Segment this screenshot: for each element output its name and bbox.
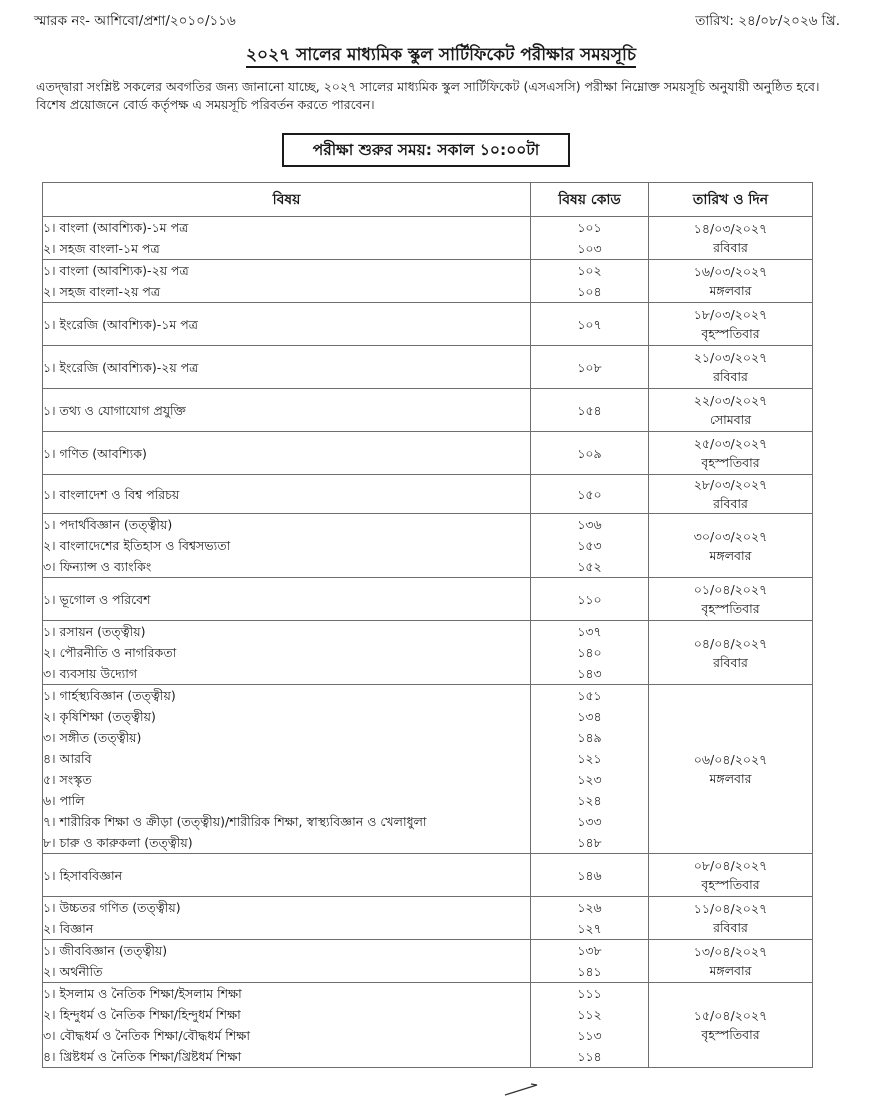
- table-row: [43, 854, 813, 897]
- subject-cell: [43, 389, 531, 432]
- date-day-cell: [649, 897, 813, 940]
- subject-code: ১৩৭: [577, 624, 602, 639]
- date-day-cell: [649, 432, 813, 475]
- exam-date: ০৪/০৪/২০২৭: [693, 635, 768, 651]
- subject-name: ৬। পালি: [43, 793, 85, 808]
- date-day-cell: [649, 514, 813, 578]
- table-row: [43, 685, 813, 854]
- subject-cell: [43, 854, 531, 897]
- subject-code-cell: [531, 983, 649, 1068]
- subject-code: ১০৯: [577, 445, 602, 461]
- exam-day: মঙ্গলবার: [709, 547, 752, 563]
- subject-name: ১। গণিত (আবশ্যিক): [43, 445, 147, 461]
- subject-cell: [43, 514, 531, 578]
- subject-code: ১৪১: [577, 964, 602, 979]
- subject-code: ১৫২: [577, 559, 602, 574]
- subject-code: ১১২: [577, 1007, 602, 1022]
- exam-date: ৩০/০৩/২০২৭: [693, 528, 768, 544]
- intro-paragraph: এতদ্দ্বারা সংশ্লিষ্ট সকলের অবগতির জন্য জানানো যাচ্ছে, ২০২৭ সালের মাধ্যমিক স্কুল সার্টিফিকেট (এসএসসি) পরীক্ষা নিম্নোক্ত সময়সূচি অনুযায়ী অনুষ্ঠিত হবে। বিশেষ প্রয়োজনে বোর্ড কর্তৃপক্ষ এ সময়সূচি পরিবর্তন করতে পারবেন।: [36, 79, 820, 112]
- subject-name: ৫। সংস্কৃত: [43, 772, 92, 787]
- exam-day: মঙ্গলবার: [709, 771, 752, 786]
- issue-date: তারিখ: ২৪/০৮/২০২৬ খ্রি.: [695, 13, 840, 29]
- subject-code: ১৪৩: [577, 666, 602, 681]
- subject-code: ১২৪: [577, 793, 602, 808]
- subject-name: ১। ইসলাম ও নৈতিক শিক্ষা/ইসলাম শিক্ষা: [43, 986, 242, 1001]
- date-day-cell: [649, 983, 813, 1068]
- table-header-row: [43, 183, 813, 217]
- subject-code: ১১০: [577, 591, 602, 607]
- pen-mark: [503, 1082, 541, 1096]
- subject-code: ১০১: [577, 220, 602, 235]
- date-day-cell: [649, 217, 813, 260]
- subject-cell: [43, 303, 531, 346]
- subject-name: ৩। ব্যবসায় উদ্যোগ: [43, 666, 138, 681]
- subject-code: ১১৩: [577, 1028, 602, 1043]
- date-day-cell: [649, 389, 813, 432]
- subject-code: ১৩৬: [577, 517, 602, 532]
- table-row: [43, 621, 813, 685]
- subject-name: ১। বাংলা (আবশ্যিক)-২য় পত্র: [43, 263, 189, 278]
- subject-code-cell: [531, 346, 649, 389]
- subject-code: ১২৬: [577, 900, 602, 915]
- exam-start-time-box: পরীক্ষা শুরুর সময়: সকাল ১০:০০টা: [282, 133, 570, 167]
- subject-name: ১। ইংরেজি (আবশ্যিক)-১ম পত্র: [43, 316, 198, 332]
- exam-day: মঙ্গলবার: [709, 283, 752, 298]
- subject-code: ১৪৯: [577, 730, 602, 745]
- document-title: [0, 42, 882, 70]
- subject-code-cell: [531, 303, 649, 346]
- header-subject-code: বিষয় কোড: [531, 183, 649, 217]
- subject-cell: [43, 897, 531, 940]
- subject-code: ১০৮: [577, 359, 602, 375]
- table-row: [43, 475, 813, 514]
- subject-code: ১৩৪: [577, 709, 602, 724]
- subject-name: ৭। শারীরিক শিক্ষা ও ক্রীড়া (তত্ত্বীয়)/শারীরিক শিক্ষা, স্বাস্থ্যবিজ্ঞান ও খেলাধুলা: [43, 814, 427, 829]
- subject-cell: [43, 621, 531, 685]
- subject-name: ২। অর্থনীতি: [43, 964, 103, 979]
- exam-date: ১১/০৪/২০২৭: [693, 901, 768, 916]
- table-row: [43, 303, 813, 346]
- subject-cell: [43, 432, 531, 475]
- subject-code-cell: [531, 940, 649, 983]
- table-body: [43, 217, 813, 1068]
- subject-code: ১৪০: [577, 645, 602, 660]
- exam-date: ১৩/০৪/২০২৭: [693, 944, 768, 959]
- table-row: [43, 514, 813, 578]
- subject-code: ১০৩: [577, 241, 602, 256]
- subject-name: ১। বাংলা (আবশ্যিক)-১ম পত্র: [43, 220, 189, 235]
- subject-name: ১। জীববিজ্ঞান (তত্ত্বীয়): [43, 943, 168, 958]
- exam-day: রবিবার: [713, 654, 748, 670]
- date-day-cell: [649, 303, 813, 346]
- date-day-cell: [649, 346, 813, 389]
- subject-cell: [43, 940, 531, 983]
- subject-cell: [43, 685, 531, 854]
- subject-code: ১১১: [577, 986, 602, 1001]
- table-row: [43, 983, 813, 1068]
- subject-code: ১৫৩: [577, 538, 602, 553]
- table-row: [43, 578, 813, 621]
- subject-name: ১। উচ্চতর গণিত (তত্ত্বীয়): [43, 900, 181, 915]
- exam-day: বৃহস্পতিবার: [701, 455, 760, 470]
- exam-day: বৃহস্পতিবার: [701, 877, 760, 892]
- exam-date: ১৫/০৪/২০২৭: [693, 1008, 768, 1023]
- exam-day: বৃহস্পতিবার: [701, 326, 760, 341]
- subject-code-cell: [531, 854, 649, 897]
- date-day-cell: [649, 854, 813, 897]
- exam-date: ১৮/০৩/২০২৭: [693, 307, 768, 322]
- subject-code-cell: [531, 897, 649, 940]
- subject-code: ১৩৩: [577, 814, 602, 829]
- subject-code: ১২১: [577, 751, 602, 766]
- table-row: [43, 897, 813, 940]
- exam-date: ২১/০৩/২০২৭: [693, 350, 768, 365]
- subject-name: ১। তথ্য ও যোগাযোগ প্রযুক্তি: [43, 402, 186, 418]
- exam-date: ০৬/০৪/২০২৭: [693, 752, 768, 767]
- exam-date: ২২/০৩/২০২৭: [693, 393, 768, 408]
- exam-day: সোমবার: [709, 412, 752, 427]
- date-day-cell: [649, 685, 813, 854]
- subject-code-cell: [531, 389, 649, 432]
- table-row: [43, 260, 813, 303]
- subject-code: ১৪৮: [577, 835, 602, 850]
- subject-cell: [43, 260, 531, 303]
- subject-name: ১। বাংলাদেশ ও বিশ্ব পরিচয়: [43, 486, 180, 502]
- subject-code: ১৫১: [577, 688, 602, 703]
- subject-name: ১। ভূগোল ও পরিবেশ: [43, 591, 151, 607]
- subject-name: ১। গার্হস্থ্যবিজ্ঞান (তত্ত্বীয়): [43, 688, 176, 703]
- subject-name: ১। হিসাববিজ্ঞান: [43, 867, 123, 883]
- subject-code: ১৩৮: [577, 943, 602, 958]
- exam-day: বৃহস্পতিবার: [701, 1027, 760, 1042]
- subject-name: ২। বিজ্ঞান: [43, 921, 94, 936]
- subject-name: ২। বাংলাদেশের ইতিহাস ও বিশ্বসভ্যতা: [43, 538, 231, 553]
- subject-code: ১২৭: [577, 921, 602, 936]
- subject-code-cell: [531, 578, 649, 621]
- subject-name: ৩। বৌদ্ধধর্ম ও নৈতিক শিক্ষা/বৌদ্ধধর্ম শিক্ষা: [43, 1028, 250, 1043]
- subject-name: ৩। ফিন্যান্স ও ব্যাংকিং: [43, 559, 152, 574]
- table-row: [43, 346, 813, 389]
- subject-code-cell: [531, 621, 649, 685]
- table-row: [43, 432, 813, 475]
- exam-date: ০১/০৪/২০২৭: [693, 582, 768, 597]
- document-title-text: ২০২৭ সালের মাধ্যমিক স্কুল সার্টিফিকেট পরীক্ষার সময়সূচি: [246, 45, 636, 68]
- exam-day: রবিবার: [713, 240, 748, 255]
- subject-name: ১। ইংরেজি (আবশ্যিক)-২য় পত্র: [43, 359, 199, 375]
- table-row: [43, 940, 813, 983]
- date-day-cell: [649, 260, 813, 303]
- exam-date: ১৪/০৩/২০২৭: [693, 221, 768, 236]
- table-row: [43, 389, 813, 432]
- subject-name: ১। রসায়ন (তত্ত্বীয়): [43, 624, 146, 639]
- subject-name: ৪। আরবি: [43, 751, 92, 766]
- subject-code: ১০২: [577, 263, 602, 278]
- table-row: [43, 217, 813, 260]
- subject-cell: [43, 475, 531, 514]
- header-date-day: তারিখ ও দিন: [649, 183, 813, 217]
- subject-code: ১৫০: [577, 486, 602, 502]
- exam-date: ১৬/০৩/২০২৭: [693, 264, 768, 279]
- subject-code: ১৪৬: [577, 867, 602, 883]
- subject-name: ৪। খ্রিষ্টধর্ম ও নৈতিক শিক্ষা/খ্রিষ্টধর্ম শিক্ষা: [43, 1049, 242, 1064]
- subject-name: ২। পৌরনীতি ও নাগরিকতা: [43, 645, 177, 660]
- subject-code-cell: [531, 685, 649, 854]
- subject-name: ২। কৃষিশিক্ষা (তত্ত্বীয়): [43, 709, 156, 724]
- date-day-cell: [649, 475, 813, 514]
- subject-code-cell: [531, 475, 649, 514]
- exam-date: ২৮/০৩/২০২৭: [693, 477, 768, 492]
- exam-day: রবিবার: [713, 496, 748, 511]
- date-day-cell: [649, 940, 813, 983]
- subject-cell: [43, 346, 531, 389]
- subject-name: ৮। চারু ও কারুকলা (তত্ত্বীয়): [43, 835, 193, 850]
- subject-name: ২। হিন্দুধর্ম ও নৈতিক শিক্ষা/হিন্দুধর্ম শিক্ষা: [43, 1007, 241, 1022]
- subject-code-cell: [531, 514, 649, 578]
- subject-name: ২। সহজ বাংলা-১ম পত্র: [43, 241, 160, 256]
- subject-code: ১১৪: [577, 1049, 602, 1064]
- header-subject: বিষয়: [43, 183, 531, 217]
- memo-number: স্মারক নং- আশিবো/প্রশা/২০১০/১১৬: [34, 13, 236, 29]
- subject-code: ১০৪: [577, 284, 602, 299]
- exam-date: ০৮/০৪/২০২৭: [693, 858, 768, 873]
- subject-cell: [43, 578, 531, 621]
- subject-code: ১৫৪: [577, 402, 602, 418]
- date-day-cell: [649, 621, 813, 685]
- exam-day: রবিবার: [713, 369, 748, 384]
- exam-day: বৃহস্পতিবার: [701, 601, 760, 616]
- subject-code-cell: [531, 432, 649, 475]
- subject-cell: [43, 983, 531, 1068]
- exam-date: ২৫/০৩/২০২৭: [693, 436, 768, 451]
- subject-name: ১। পদার্থবিজ্ঞান (তত্ত্বীয়): [43, 517, 173, 532]
- subject-code: ১২৩: [577, 772, 602, 787]
- exam-day: মঙ্গলবার: [709, 963, 752, 978]
- subject-name: ২। সহজ বাংলা-২য় পত্র: [43, 284, 161, 299]
- subject-name: ৩। সঙ্গীত (তত্ত্বীয়): [43, 730, 142, 745]
- exam-day: রবিবার: [713, 920, 748, 935]
- subject-code: ১০৭: [577, 316, 602, 332]
- exam-schedule-table: [42, 182, 813, 1068]
- subject-code-cell: [531, 217, 649, 260]
- date-day-cell: [649, 578, 813, 621]
- subject-cell: [43, 217, 531, 260]
- subject-code-cell: [531, 260, 649, 303]
